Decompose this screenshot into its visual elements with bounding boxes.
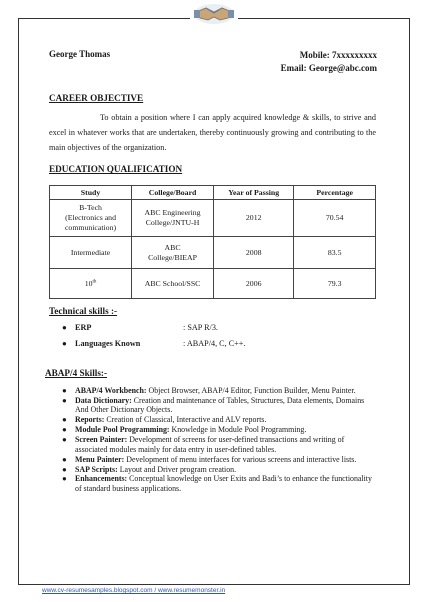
page-border [18, 18, 190, 19]
bullet-icon: ● [62, 474, 67, 484]
table-header-row [50, 186, 376, 200]
list-item [62, 386, 378, 396]
list-item [62, 415, 378, 425]
mobile-number: Mobile: 7xxxxxxxxx [299, 50, 377, 60]
list-item [62, 336, 245, 352]
skill-text: Creation and maintenance of Tables, Structures, Data elements, Domains And Other Dictionary Objects. [75, 395, 365, 415]
bullet-icon: ● [62, 386, 67, 395]
skill-key: Screen Painter: [75, 435, 128, 445]
page-border [18, 584, 410, 585]
education-table [49, 185, 376, 299]
skill-value: : SAP R/3. [183, 323, 218, 332]
abap-skills-title: ABAP/4 Skills:- [45, 368, 108, 378]
study-cell: B-Tech (Electronics and communication) [50, 200, 132, 237]
skill-key: Menu Painter: [75, 454, 125, 464]
bullet-icon: ● [62, 435, 67, 445]
skill-label: Languages Known [75, 339, 141, 348]
percentage-cell: 70.54 [294, 200, 376, 237]
email-address: Email: George@abc.com [280, 63, 377, 73]
list-item [62, 474, 378, 493]
column-header: Year of Passing [214, 186, 294, 200]
career-objective-text: To obtain a position where I can apply acquired knowledge & skills, to strive and excel in whatever works that are undertaken, thereby continuously growing and contributing to the main objectives of the organization. [49, 113, 376, 152]
skill-key: Data Dictionary: [75, 395, 132, 405]
list-item [62, 425, 378, 435]
bullet-icon: ● [62, 464, 67, 474]
skill-text: Knowledge in Module Pool Programming. [169, 425, 307, 435]
skill-key: SAP Scripts: [75, 464, 118, 474]
college-cell: ABC Engineering College/JNTU-H [132, 200, 214, 237]
college-cell: ABC College/BIEAP [132, 237, 214, 269]
skill-text: Layout and Driver program creation. [117, 464, 237, 474]
list-item [62, 396, 378, 415]
technical-skills-title: Technical skills :- [49, 306, 118, 316]
skill-text: Object Browser, ABAP/4 Editor, Function Builder, Menu Painter. [146, 386, 356, 395]
technical-skills-list [62, 320, 245, 352]
skill-key: ABAP/4 Workbench: [75, 386, 147, 395]
year-cell: 2006 [214, 269, 294, 299]
list-item [62, 320, 245, 336]
contact-block [281, 49, 377, 75]
table-row [50, 200, 376, 237]
bullet-icon: ● [62, 454, 67, 464]
list-item [62, 455, 378, 465]
page-border [409, 18, 410, 584]
year-cell: 2012 [214, 200, 294, 237]
bullet-icon: ● [62, 339, 67, 348]
page-border [238, 18, 410, 19]
page-border [18, 18, 19, 584]
candidate-name: George Thomas [49, 49, 111, 59]
year-cell: 2008 [214, 237, 294, 269]
percentage-cell: 83.5 [294, 237, 376, 269]
skill-key: Module Pool Programming: [75, 425, 170, 435]
table-row [50, 237, 376, 269]
study-cell: Intermediate [50, 237, 132, 269]
skill-text: Development of menu interfaces for various screens and interactive lists. [124, 454, 357, 464]
bullet-icon: ● [62, 395, 67, 405]
abap-skills-list [62, 386, 378, 494]
bullet-icon: ● [62, 415, 67, 425]
skill-text: Creation of Classical, Interactive and ALV reports. [104, 415, 267, 425]
percentage-cell: 79.3 [294, 269, 376, 299]
bullet-icon: ● [62, 425, 67, 435]
skill-key: Enhancements: [75, 474, 128, 484]
college-cell: ABC School/SSC [132, 269, 214, 299]
skill-value: : ABAP/4, C, C++. [183, 339, 246, 348]
list-item [62, 465, 378, 475]
handshake-icon [192, 0, 236, 26]
skill-label: ERP [75, 323, 92, 332]
list-item [62, 435, 378, 454]
column-header: College/Board [132, 186, 214, 200]
table-row [50, 269, 376, 299]
footer-link[interactable]: www.cv-resumesamples.blogspot.com / www.resumemonster.in [42, 587, 226, 594]
study-value: 10th [84, 279, 97, 289]
bullet-icon: ● [62, 323, 67, 332]
column-header: Study [50, 186, 132, 200]
education-title: EDUCATION QUALIFICATION [49, 164, 183, 174]
study-cell [50, 269, 132, 299]
skill-text: Conceptual knowledge on User Exits and Badi’s to enhance the functionality of standard business applications. [75, 474, 372, 494]
column-header: Percentage [294, 186, 376, 200]
career-objective-title: CAREER OBJECTIVE [49, 93, 144, 103]
skill-text: Development of screens for user-defined transactions and writing of associated modules mainly for data entry in user-defined tables. [75, 435, 345, 454]
skill-key: Reports: [75, 415, 105, 425]
